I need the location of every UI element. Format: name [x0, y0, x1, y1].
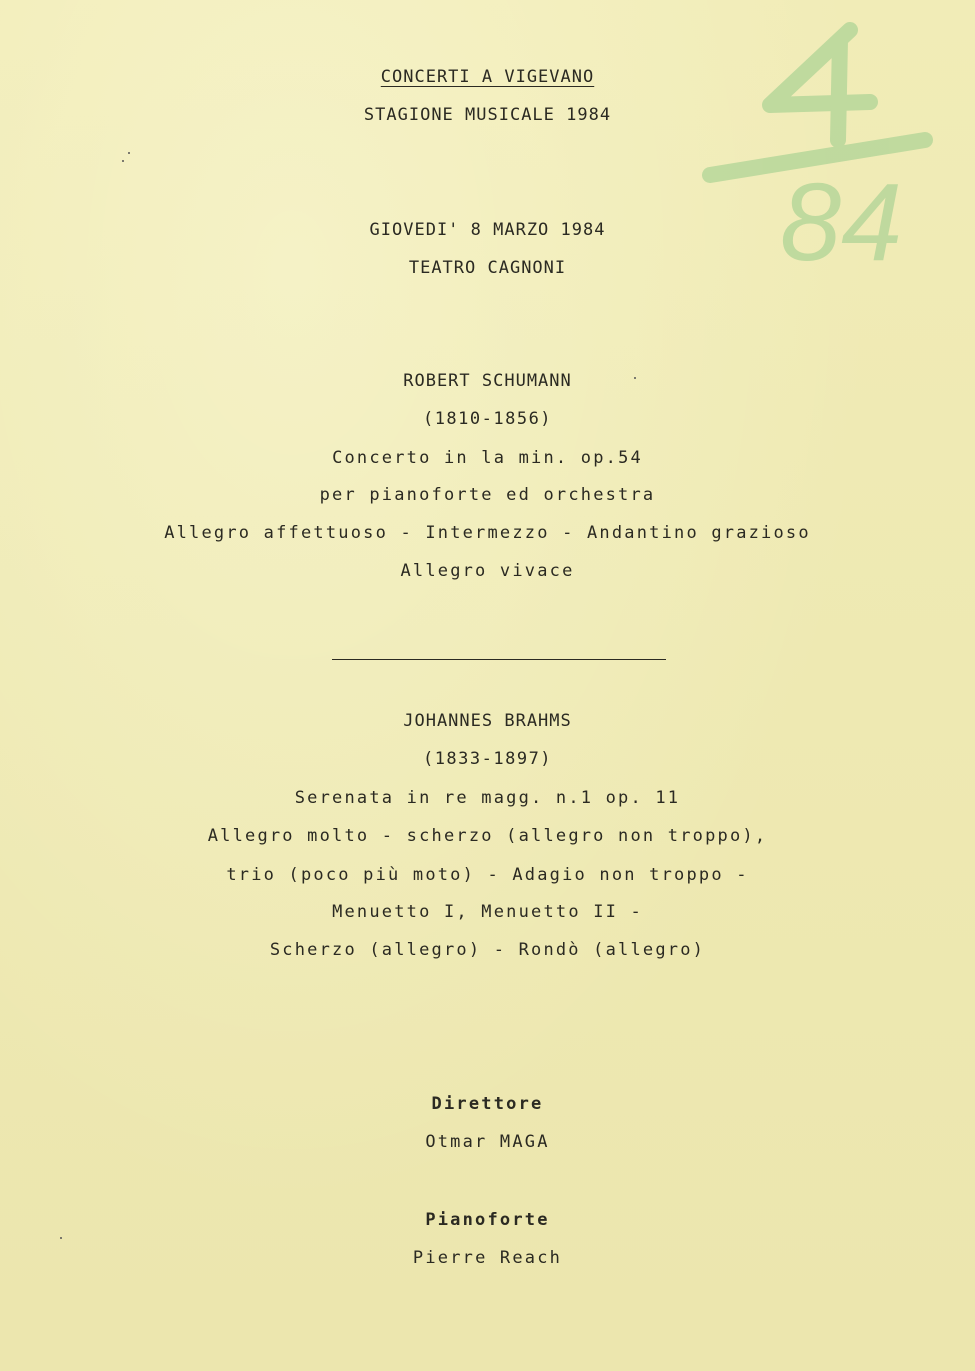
work-line: Allegro affettuoso - Intermezzo - Andantino grazioso	[164, 523, 811, 543]
event-date: GIOVEDI' 8 MARZO 1984	[369, 220, 606, 240]
composer-dates: (1810-1856)	[422, 409, 553, 429]
archive-mark	[700, 10, 960, 290]
archive-number-stem	[838, 40, 840, 140]
section-divider	[332, 659, 666, 660]
composer-name: JOHANNES BRAHMS	[403, 711, 572, 731]
work-line: per pianoforte ed orchestra	[319, 485, 656, 505]
season-title: STAGIONE MUSICALE 1984	[363, 105, 612, 125]
work-line: Allegro molto - scherzo (allegro non troppo),	[207, 826, 768, 846]
composer-dates: (1833-1897)	[422, 749, 553, 769]
work-line: Serenata in re magg. n.1 op. 11	[294, 788, 681, 808]
concert-series-title: CONCERTI A VIGEVANO	[380, 67, 595, 87]
work-line: Allegro vivace	[400, 561, 575, 581]
archive-year: 84	[780, 161, 903, 284]
event-venue: TEATRO CAGNONI	[408, 258, 567, 278]
paper-speck	[634, 377, 636, 379]
work-line: Scherzo (allegro) - Rondò (allegro)	[269, 940, 706, 960]
paper-speck	[122, 160, 124, 162]
performer-name: Pierre Reach	[412, 1248, 563, 1268]
performer-role: Pianoforte	[425, 1210, 550, 1230]
composer-name: ROBERT SCHUMANN	[403, 371, 572, 391]
work-line: Concerto in la min. op.54	[332, 448, 643, 468]
paper-speck	[60, 1237, 62, 1239]
performer-name: Otmar MAGA	[425, 1132, 550, 1152]
performer-role: Direttore	[431, 1094, 544, 1114]
work-line: trio (poco più moto) - Adagio non troppo -	[226, 865, 749, 885]
paper-speck	[128, 152, 130, 154]
work-line: Menuetto I, Menuetto II -	[332, 902, 643, 922]
